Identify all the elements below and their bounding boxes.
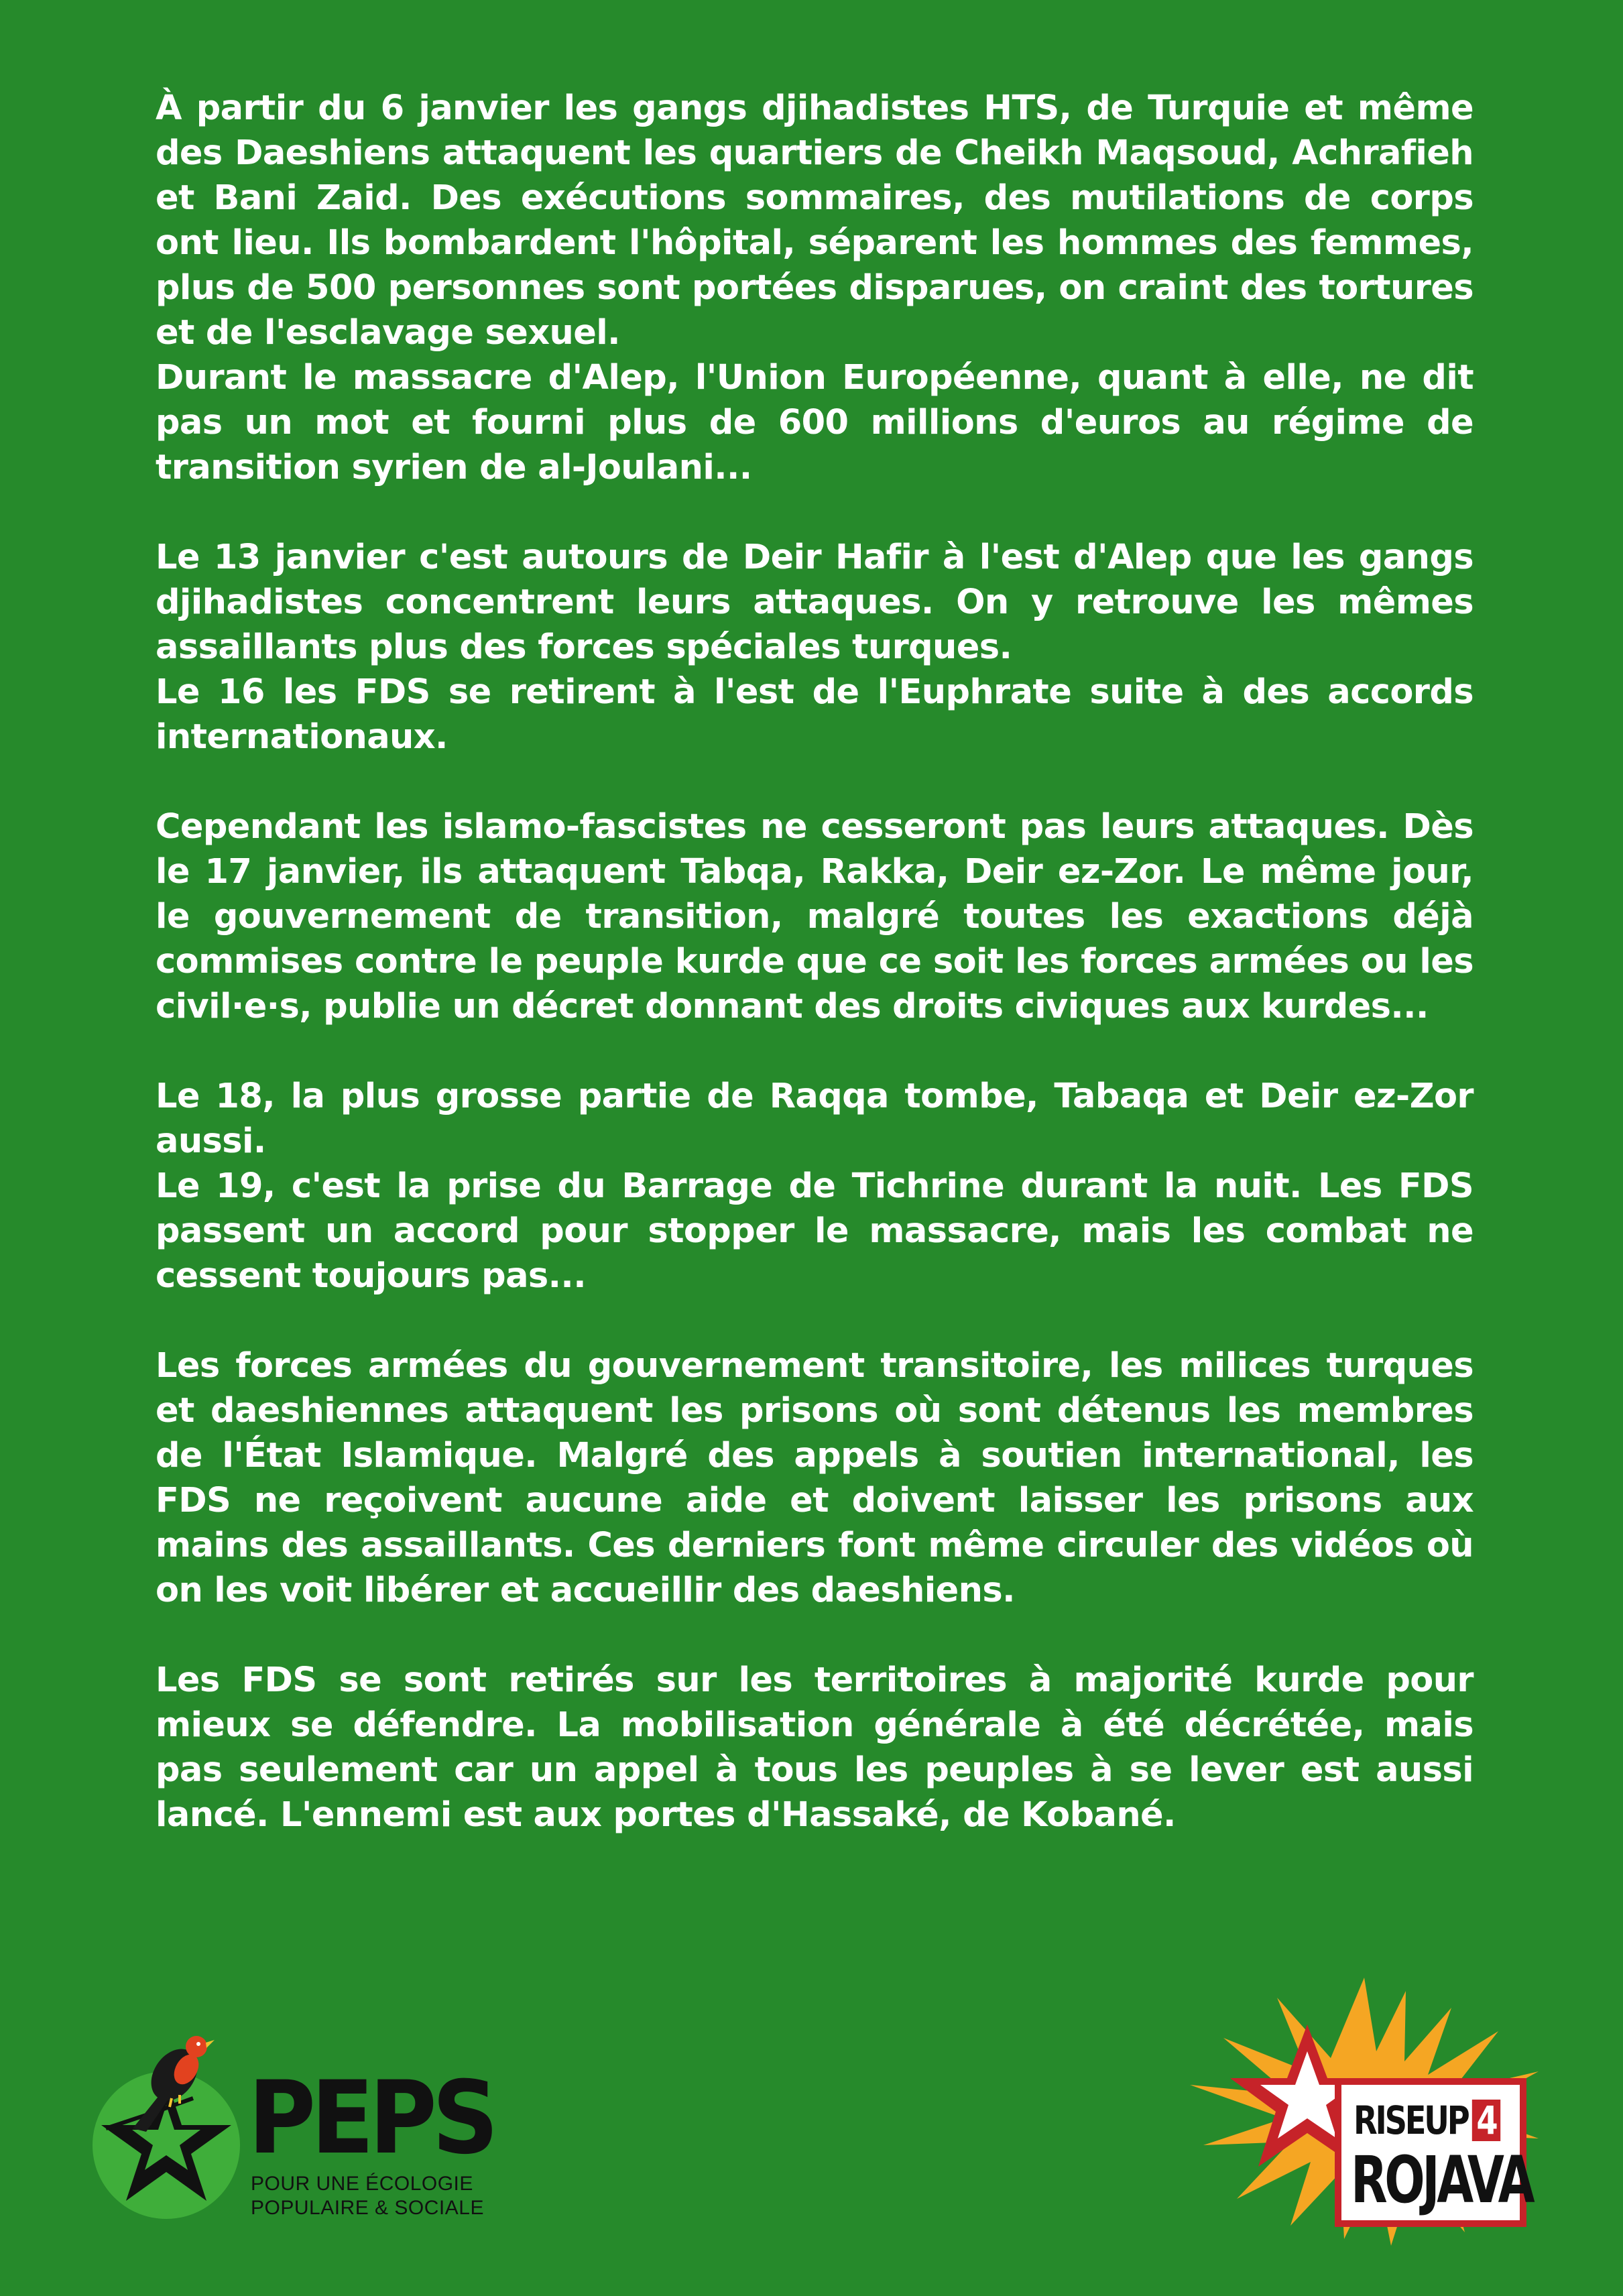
paragraph-1-line-2: Durant le massacre d'Alep, l'Union Européenne, quant à elle, ne dit pas un mot et fourni plus de 600 millions d'euros au régime de transition syrien de al-Joulani... — [156, 358, 1474, 487]
peps-tagline — [251, 2172, 484, 2220]
peps-logo — [93, 2028, 495, 2229]
paragraph-2-line-2: Le 16 les FDS se retirent à l'est de l'Euphrate suite à des accords internationaux. — [156, 672, 1474, 757]
peps-tagline-line-2: POPULAIRE & SOCIALE — [251, 2197, 484, 2219]
riseup-word: RISEUP — [1354, 2098, 1468, 2143]
paragraph-5: Les forces armées du gouvernement transitoire, les milices turques et daeshiennes attaquent les prisons où sont détenus les membres de l'État Islamique. Malgré des appels à soutien international, les FDS ne reçoivent aucune aide et doivent laisser les prisons aux mains des assaillants. Ces derniers font même circuler des vidéos où on les voit libérer et accueillir des daeshiens. — [156, 1346, 1474, 1610]
rojava-text: ROJAVA — [1351, 2142, 1532, 2218]
paragraph-6: Les FDS se sont retirés sur les territoires à majorité kurde pour mieux se défendre. La mobilisation générale à été décrétée, mais pas seulement car un appel à tous les peuples à se lever est aussi lancé. L'ennemi est aux portes d'Hassaké, de Kobané. — [156, 1660, 1474, 1835]
riseup-text — [1354, 2100, 1500, 2141]
riseup-number-badge: 4 — [1472, 2100, 1500, 2141]
paragraph-1-line-1: À partir du 6 janvier les gangs djihadistes HTS, de Turquie et même des Daeshiens attaquent les quartiers de Cheikh Maqsoud, Achrafieh et Bani Zaid. Des exécutions sommaires, des mutilations de corps ont lieu. Ils bombardent l'hôpital, séparent les hommes des femmes, plus de 500 personnes sont portées disparues, on craint des tortures et de l'esclavage sexuel. — [156, 88, 1474, 353]
riseup4rojava-sign — [1335, 2078, 1532, 2227]
peps-emblem-icon — [93, 2028, 253, 2229]
article-text — [156, 86, 1474, 1837]
paragraph-4-line-1: Le 18, la plus grosse partie de Raqqa tombe, Tabaqa et Deir ez-Zor aussi. — [156, 1077, 1474, 1161]
paragraph-2-line-1: Le 13 janvier c'est autours de Deir Hafir à l'est d'Alep que les gangs djihadistes concentrent leurs attaques. On y retrouve les mêmes assaillants plus des forces spéciales turques. — [156, 538, 1474, 667]
peps-tagline-line-1: POUR UNE ÉCOLOGIE — [251, 2173, 473, 2195]
riseup4rojava-logo — [1163, 1978, 1565, 2246]
paragraph-3: Cependant les islamo-fascistes ne cesseront pas leurs attaques. Dès le 17 janvier, ils attaquent Tabqa, Rakka, Deir ez-Zor. Le même jour, le gouvernement de transition, malgré toutes les exactions déjà commises contre le peuple kurde que ce soit les forces armées ou les civil·e·s, publie un décret donnant des droits civiques aux kurdes... — [156, 807, 1474, 1026]
peps-wordmark: PEPS — [248, 2060, 494, 2177]
paragraph-4-line-2: Le 19, c'est la prise du Barrage de Tichrine durant la nuit. Les FDS passent un accord pour stopper le massacre, mais les combat ne cessent toujours pas... — [156, 1166, 1474, 1296]
